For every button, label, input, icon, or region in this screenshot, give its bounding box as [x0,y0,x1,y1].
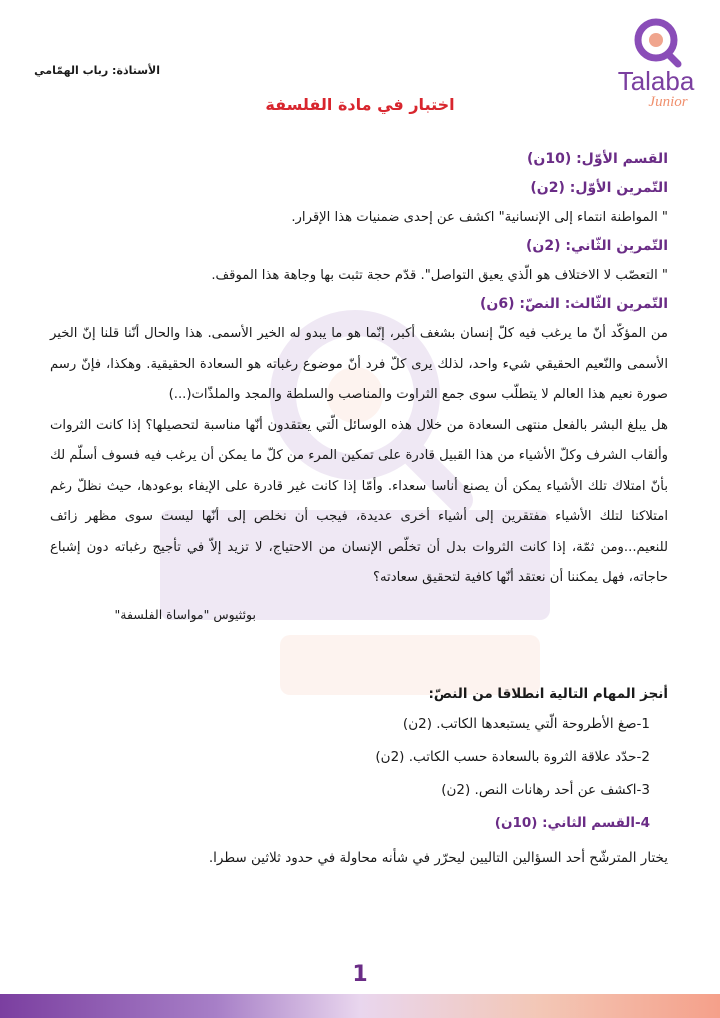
exercise-2-text: " التعصّب لا الاختلاف هو الّذي يعيق التواصل". قدّم حجة تثبت بها وجاهة هذا الموقف. [211,268,668,283]
exercise-3-title: التّمرين الثّالث: النصّ: (6ن) [479,296,668,312]
text-source: بوئثيوس "مواساة الفلسفة" [114,606,256,622]
tasks-title: أنجز المهام التالية انطلاقا من النصّ: [428,685,668,702]
section-2-title: 4-القسم الثاني: (10ن) [494,814,650,831]
exercise-1-text: " المواطنة انتماء إلى الإنسانية" اكشف عن إحدى ضمنيات هذا الإقرار. [291,210,668,225]
footer-gradient-bar [0,994,720,1018]
task-1: 1-صغ الأطروحة الّتي يستبعدها الكاتب. (2ن) [402,715,650,732]
exercise-2-title: التّمرين الثّاني: (2ن) [525,238,668,254]
exam-content [50,145,668,872]
section-1-title: القسم الأوّل: (10ن) [526,151,668,167]
text-paragraph-2: هل يبلغ البشر بالفعل منتهى السعادة من خلال هذه الوسائل الّتي يعتقدون أنّها مناسبة لتحصيلها؟ إذا كانت الثروات وألقاب الشرف وكلّ الأشياء من هذا القبيل قادرة على تمكين المرء من كلّ ما يمكن أن يرغب فيه فسوف أسلّم لك بأنّ امتلاك تلك الأشياء يمكن أن يصنع أناسا سعداء. وأمّا إذا كانت غير قادرة على الإيفاء بوعودها، حيث نظلّ رغم امتلاكنا لتلك الأشياء مفتقرين إلى أشياء أخرى عديدة، فيجب أن نخلص إلى أنّها ليست سوى مظهر زائف للنعيم...ومن ثمّة، إذا كانت الثروات بدل أن تخلّص الإنسان من الاحتياج، لا تزيد إلاّ في تأجيج رغباته دون إشباع حاجاته، فهل يمكننا أن نعتقد أنّها كافية لتحقيق سعادته؟ [50,417,668,585]
svg-text:Talaba: Talaba [617,66,695,96]
exercise-1-title: التّمرين الأوّل: (2ن) [530,180,668,196]
task-2: 2-حدّد علاقة الثروة بالسعادة حسب الكاتب. (2ن) [375,748,650,765]
page-title: اختبار في مادة الفلسفة [265,95,455,114]
teacher-name: الأستاذة: رباب الهمّامي [34,64,160,77]
section-2-instruction: يختار المترشّح أحد السؤالين التاليين ليحرّر في شأنه محاولة في حدود ثلاثين سطرا. [208,849,668,866]
page-number: 1 [352,962,368,987]
text-paragraph-1: من المؤكّد أنّ ما يرغب فيه كلّ إنسان بشغف أكبر، إنّما هو ما يبدو له الخير الأسمى. هذا والحال أنّنا قلنا إنّ الخير الأسمى والنّعيم الحقيقي شيء واحد، لذلك يرى كلّ فرد أنّ موضوع رغباته هو السعادة الحقيقية. وهكذا، فإنّ رسم صورة نعيم هذا العالم لا يتطلّب سوى جمع الثراوت والمناصب والسلطة والمجد والملذّات(...) [50,326,668,402]
task-3: 3-اكشف عن أحد رهانات النص. (2ن) [441,781,650,798]
svg-text:Junior: Junior [648,94,688,110]
